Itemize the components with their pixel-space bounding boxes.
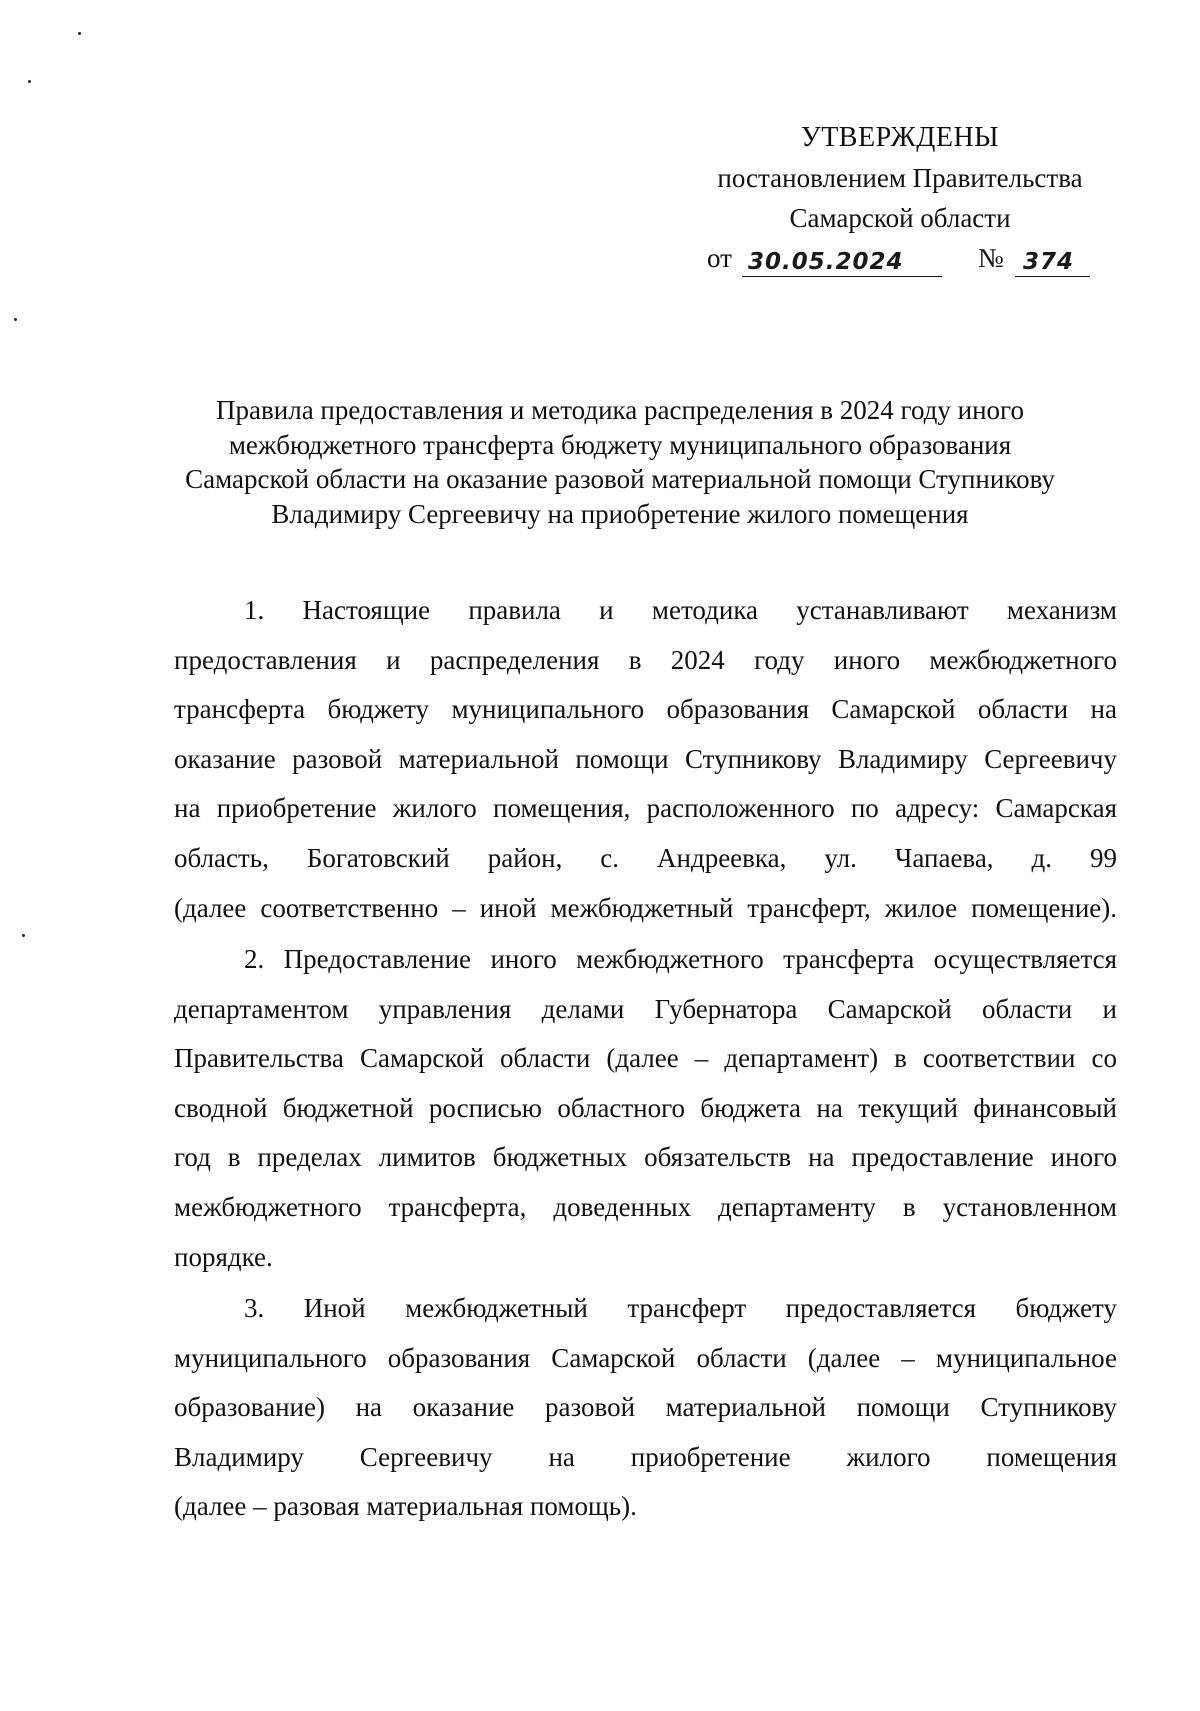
date-field [742,240,942,277]
number-prefix: № [978,243,1004,273]
paragraph-1 [174,586,1117,933]
scan-speck [28,80,31,83]
document-title [160,393,1080,531]
paragraph-line: департаментом управления делами Губернатора Самарской области и [174,993,1117,1024]
approval-region-line: Самарской области [789,203,1011,233]
paragraph-line: 3. Иной межбюджетный трансферт предоставляется бюджету [244,1293,1117,1323]
paragraph-line: порядке. [174,1241,273,1272]
approval-date-number-line [690,238,1110,280]
paragraph-line: (далее – разовая материальная помощь). [174,1491,637,1522]
title-line: Правила предоставления и методика распределения в 2024 году иного [216,395,1024,425]
paragraph-line: область, Богатовский район, с. Андреевка, ул. Чапаева, д. 99 [174,842,1117,873]
approval-title: УТВЕРЖДЕНЫ [800,122,1000,153]
paragraph-line: Владимиру Сергеевичу на приобретение жилого помещения [174,1441,1117,1472]
approval-decree-line: постановлением Правительства [717,163,1083,193]
paragraph-line: оказание разовой материальной помощи Ступникову Владимиру Сергеевичу [174,743,1117,774]
scan-speck [14,318,17,321]
title-line: межбюджетного трансферта бюджету муниципального образования [228,429,1012,460]
handwritten-date: 30.05.2024 [748,249,904,275]
number-field [1015,240,1090,277]
paragraph-line: Правительства Самарской области (далее – департамент) в соответствии со [174,1043,1117,1074]
scan-speck [78,32,81,35]
paragraph-line: 1. Настоящие правила и методика устанавливают механизм [244,595,1117,625]
paragraph-line: на приобретение жилого помещения, расположенного по адресу: Самарская [174,793,1117,824]
paragraph-3 [174,1284,1117,1532]
paragraph-line: (далее соответственно – иной межбюджетный трансферт, жилое помещение). [174,892,1117,923]
date-prefix: от [707,243,732,273]
paragraph-line: предоставления и распределения в 2024 году иного межбюджетного [174,644,1117,675]
approval-block [690,118,1110,280]
paragraph-line: образование) на оказание разовой материальной помощи Ступникову [174,1392,1117,1423]
paragraph-line: муниципального образования Самарской области (далее – муниципальное [174,1342,1117,1373]
paragraph-line: трансферта бюджету муниципального образования Самарской области на [174,694,1117,725]
paragraph-2 [174,935,1117,1282]
paragraph-line: 2. Предоставление иного межбюджетного трансферта осуществляется [244,944,1117,974]
paragraph-line: межбюджетного трансферта, доведенных департаменту в установленном [174,1191,1117,1222]
paragraph-line: сводной бюджетной росписью областного бюджета на текущий финансовый [174,1092,1117,1123]
title-line: Самарской области на оказание разовой материальной помощи Ступникову [185,464,1055,494]
paragraph-line: год в пределах лимитов бюджетных обязательств на предоставление иного [174,1142,1117,1173]
handwritten-number: 374 [1023,249,1075,275]
scan-speck [22,934,25,937]
title-line: Владимиру Сергеевичу на приобретение жилого помещения [271,498,969,529]
